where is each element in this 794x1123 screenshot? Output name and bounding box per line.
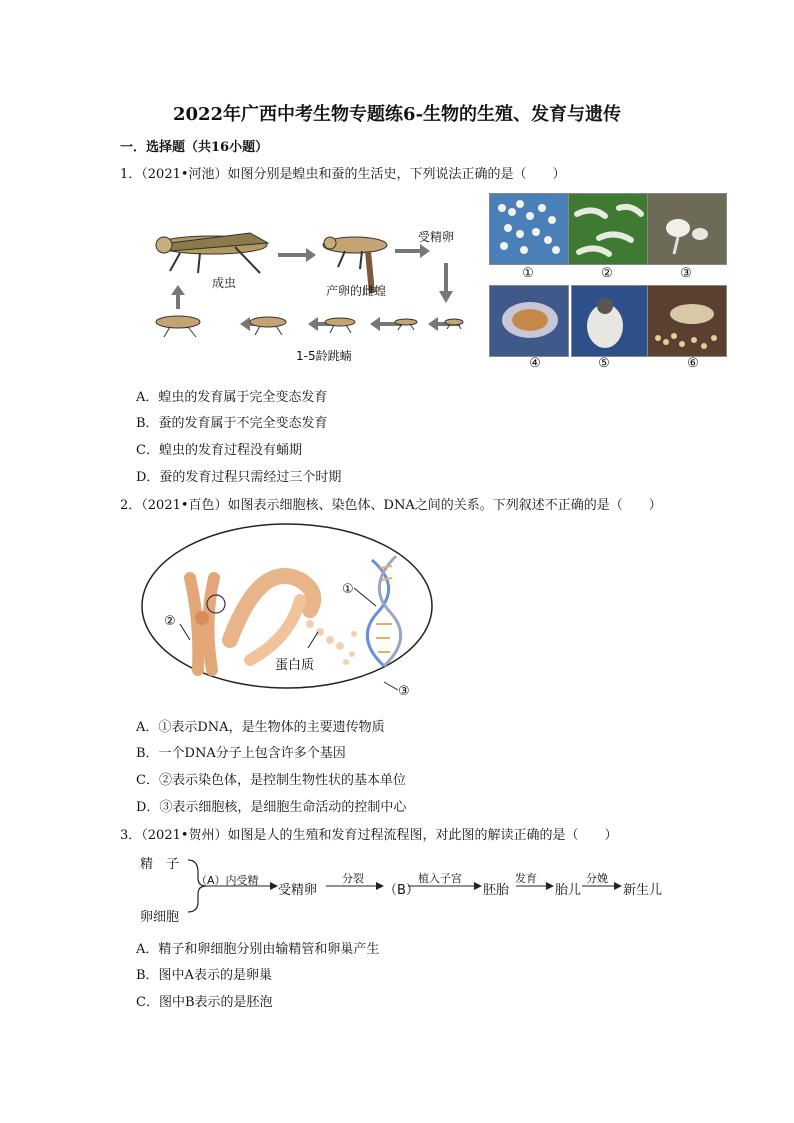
nymph-5-icon xyxy=(156,316,200,337)
label-dna-1: ① xyxy=(342,582,354,597)
nucleus-chromosome-dna-figure xyxy=(140,520,440,700)
flow-egg-cell: 卵细胞 xyxy=(140,910,180,925)
nymph-2-icon xyxy=(395,319,417,330)
caption-3: ③ xyxy=(680,266,692,281)
flow-divide: 分裂 xyxy=(342,872,364,885)
flow-fetus: 胎儿 xyxy=(555,883,582,898)
photo-silkworm-larvae xyxy=(568,193,648,265)
label-adult: 成虫 xyxy=(212,276,237,290)
label-nucleus-3: ③ xyxy=(398,684,410,699)
q2-option-c[interactable]: C．②表示染色体，是控制生物性状的基本单位 xyxy=(136,773,406,788)
q2-option-d[interactable]: D．③表示细胞核，是细胞生命活动的控制中心 xyxy=(136,800,407,815)
q2-option-b[interactable]: B．一个DNA分子上包含许多个基因 xyxy=(136,746,346,761)
flow-zygote: 受精卵 xyxy=(278,883,318,898)
flow-a-internal-fertilization: （A）内受精 xyxy=(196,874,259,887)
photo-moth xyxy=(571,285,651,357)
q1-stem: 1．（2021•河池）如图分别是蝗虫和蚕的生活史，下列说法正确的是（ ） xyxy=(120,167,566,182)
caption-4: ④ xyxy=(529,356,541,371)
q3-option-c[interactable]: C．图中B表示的是胚泡 xyxy=(136,995,273,1010)
q1-option-d[interactable]: D．蚕的发育过程只需经过三个时期 xyxy=(136,470,342,485)
label-laying-female: 产卵的雌蝗 xyxy=(326,284,387,298)
flow-develop: 发育 xyxy=(515,872,537,885)
flow-birth: 分娩 xyxy=(586,872,608,885)
adult-locust-icon xyxy=(156,233,268,273)
photo-cocoons xyxy=(647,193,727,265)
photo-silkworm-eggs xyxy=(489,193,569,265)
flow-implant: 植入子宫 xyxy=(418,872,462,885)
photo-moth-laying-eggs xyxy=(647,285,727,357)
flow-newborn: 新生儿 xyxy=(623,883,663,898)
q3-option-a[interactable]: A．精子和卵细胞分别由输精管和卵巢产生 xyxy=(136,942,380,957)
nymph-1-icon xyxy=(445,319,463,329)
q2-option-a[interactable]: A．①表示DNA，是生物体的主要遗传物质 xyxy=(136,720,385,735)
label-chromosome-2: ② xyxy=(164,614,176,629)
caption-1: ① xyxy=(522,266,534,281)
label-protein: 蛋白质 xyxy=(275,658,315,673)
label-nymph: 1-5龄跳蝻 xyxy=(296,349,352,363)
caption-6: ⑥ xyxy=(687,356,699,371)
flow-b: （B） xyxy=(384,883,419,898)
q3-stem: 3．（2021•贺州）如图是人的生殖和发育过程流程图，对此图的解读正确的是（ ） xyxy=(120,828,618,843)
photo-pupa xyxy=(489,285,569,357)
q1-option-c[interactable]: C．蝗虫的发育过程没有蛹期 xyxy=(136,443,302,458)
flow-sperm: 精 子 xyxy=(140,857,180,872)
q3-option-b[interactable]: B．图中A表示的是卵巢 xyxy=(136,968,272,983)
caption-2: ② xyxy=(601,266,613,281)
page-title: 2022年广西中考生物专题练6-生物的生殖、发育与遗传 xyxy=(172,104,622,125)
caption-5: ⑤ xyxy=(598,356,610,371)
flow-embryo: 胚胎 xyxy=(483,883,510,898)
nymph-4-icon xyxy=(250,317,286,335)
q1-option-b[interactable]: B．蚕的发育属于不完全变态发育 xyxy=(136,416,328,431)
label-fertilized-egg: 受精卵 xyxy=(418,230,455,244)
section-heading: 一．选择题（共16小题） xyxy=(120,140,269,155)
q2-stem: 2．（2021•百色）如图表示细胞核、染色体、DNA之间的关系。下列叙述不正确的是（ ） xyxy=(120,498,662,513)
q1-option-a[interactable]: A．蝗虫的发育属于完全变态发育 xyxy=(136,390,328,405)
